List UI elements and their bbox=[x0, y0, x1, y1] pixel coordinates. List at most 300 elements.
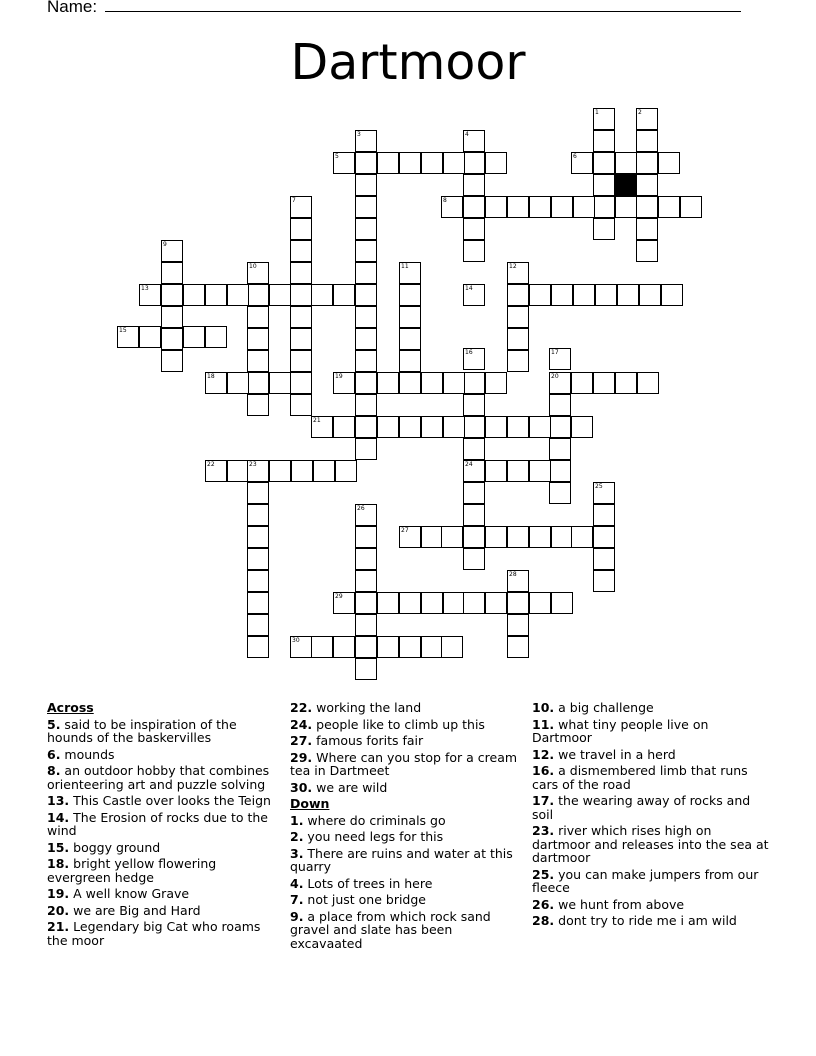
grid-cell[interactable] bbox=[399, 306, 421, 328]
grid-cell[interactable] bbox=[658, 152, 680, 174]
clue-item bbox=[532, 701, 772, 715]
grid-cell[interactable] bbox=[443, 372, 465, 394]
grid-cell[interactable] bbox=[636, 240, 658, 262]
grid-cell[interactable] bbox=[573, 284, 595, 306]
clue-item-number: 12. bbox=[532, 746, 555, 762]
grid-cell[interactable] bbox=[463, 372, 485, 394]
grid-cell[interactable] bbox=[549, 482, 571, 504]
clue-number: 28 bbox=[509, 571, 517, 578]
grid-cell[interactable] bbox=[463, 504, 485, 526]
clue-item-number: 5. bbox=[47, 716, 61, 732]
grid-cell[interactable] bbox=[463, 174, 485, 196]
grid-cell[interactable] bbox=[355, 570, 377, 592]
clue-number: 2 bbox=[638, 109, 642, 116]
clue-item-number: 24. bbox=[290, 716, 313, 732]
grid-cell[interactable] bbox=[463, 240, 485, 262]
grid-cell[interactable] bbox=[290, 372, 312, 394]
grid-cell[interactable] bbox=[355, 196, 377, 218]
down-list-1 bbox=[290, 814, 526, 951]
grid-cell[interactable] bbox=[269, 284, 291, 306]
grid-cell[interactable] bbox=[247, 636, 269, 658]
clue-item-number: 11. bbox=[532, 716, 555, 732]
clue-item-number: 9. bbox=[290, 908, 304, 924]
clue-item bbox=[290, 701, 526, 715]
grid-cell[interactable] bbox=[291, 460, 313, 482]
clue-column-2 bbox=[290, 701, 526, 953]
grid-cell[interactable] bbox=[247, 350, 269, 372]
grid-cell[interactable] bbox=[463, 592, 485, 614]
grid-cell[interactable] bbox=[269, 460, 291, 482]
grid-cell[interactable] bbox=[463, 196, 485, 218]
clue-number: 27 bbox=[401, 527, 409, 534]
grid-cell[interactable] bbox=[247, 570, 269, 592]
grid-cell[interactable] bbox=[377, 636, 399, 658]
grid-cell[interactable] bbox=[290, 306, 312, 328]
grid-cell[interactable] bbox=[247, 328, 269, 350]
grid-cell[interactable] bbox=[290, 284, 312, 306]
grid-cell[interactable] bbox=[485, 196, 507, 218]
grid-cell[interactable] bbox=[529, 416, 551, 438]
name-blank[interactable] bbox=[105, 0, 741, 12]
grid-cell[interactable] bbox=[355, 548, 377, 570]
clue-item-text: Lots of trees in here bbox=[303, 875, 433, 891]
clue-item-number: 28. bbox=[532, 913, 555, 928]
grid-cell[interactable] bbox=[355, 658, 377, 680]
grid-cell[interactable] bbox=[247, 548, 269, 570]
grid-cell[interactable] bbox=[507, 350, 529, 372]
clue-item-text: mounds bbox=[60, 746, 115, 762]
grid-cell[interactable] bbox=[247, 526, 269, 548]
clue-item bbox=[532, 868, 772, 895]
grid-cell[interactable] bbox=[247, 504, 269, 526]
clue-number: 5 bbox=[335, 153, 339, 160]
across-list-1 bbox=[47, 718, 275, 948]
grid-cell[interactable] bbox=[549, 460, 571, 482]
clue-item-text: famous forits fair bbox=[312, 733, 424, 748]
clue-item-text: an outdoor hobby that combines orienteering art and puzzle solving bbox=[47, 763, 270, 792]
clue-item bbox=[532, 914, 772, 928]
clue-number: 29 bbox=[335, 593, 343, 600]
grid-cell[interactable] bbox=[549, 438, 571, 460]
grid-cell[interactable] bbox=[551, 526, 573, 548]
grid-cell[interactable] bbox=[247, 284, 269, 306]
grid-cell[interactable] bbox=[485, 526, 507, 548]
grid-cell[interactable] bbox=[443, 416, 465, 438]
grid-cell[interactable] bbox=[421, 416, 443, 438]
clue-item-text: a place from which rock sand gravel and slate has been excavaated bbox=[290, 908, 491, 951]
grid-cell[interactable] bbox=[593, 570, 615, 592]
grid-cell[interactable] bbox=[355, 284, 377, 306]
grid-cell[interactable] bbox=[355, 262, 377, 284]
grid-cell[interactable] bbox=[161, 284, 183, 306]
grid-cell[interactable] bbox=[551, 284, 573, 306]
clue-item bbox=[47, 857, 275, 884]
clue-number: 4 bbox=[465, 131, 469, 138]
clue-item-text: the wearing away of rocks and soil bbox=[532, 793, 751, 822]
grid-cell[interactable] bbox=[247, 372, 269, 394]
grid-cell[interactable] bbox=[593, 372, 615, 394]
grid-cell[interactable] bbox=[399, 284, 421, 306]
grid-cell[interactable] bbox=[593, 130, 615, 152]
grid-cell[interactable] bbox=[355, 592, 377, 614]
grid-cell[interactable] bbox=[421, 152, 443, 174]
grid-cell[interactable] bbox=[463, 548, 485, 570]
grid-cell[interactable] bbox=[636, 218, 658, 240]
grid-cell[interactable] bbox=[463, 218, 485, 240]
clue-number: 23 bbox=[249, 461, 257, 468]
grid-cell[interactable] bbox=[593, 174, 615, 196]
clue-item-text: A well know Grave bbox=[69, 886, 190, 901]
clue-item bbox=[290, 847, 526, 874]
clue-item-text: river which rises high on dartmoor and releases into the sea at dartmoor bbox=[532, 823, 769, 865]
grid-cell[interactable] bbox=[290, 328, 312, 350]
clue-number: 21 bbox=[313, 417, 321, 424]
grid-cell[interactable] bbox=[463, 416, 485, 438]
grid-cell[interactable] bbox=[636, 174, 658, 196]
grid-cell[interactable] bbox=[290, 218, 312, 240]
grid-cell[interactable] bbox=[549, 416, 571, 438]
grid-cell[interactable] bbox=[463, 152, 485, 174]
grid-cell[interactable] bbox=[658, 196, 680, 218]
grid-cell[interactable] bbox=[161, 306, 183, 328]
grid-cell[interactable] bbox=[161, 262, 183, 284]
grid-cell[interactable] bbox=[507, 636, 529, 658]
grid-cell[interactable] bbox=[227, 284, 249, 306]
grid-cell[interactable] bbox=[463, 438, 485, 460]
grid-cell[interactable] bbox=[593, 152, 615, 174]
clue-item-number: 14. bbox=[47, 809, 70, 825]
clue-number: 26 bbox=[357, 505, 365, 512]
grid-cell[interactable] bbox=[311, 284, 333, 306]
name-line bbox=[47, 0, 741, 17]
across-heading: Across bbox=[47, 700, 94, 715]
grid-cell[interactable] bbox=[617, 284, 639, 306]
clue-item bbox=[532, 718, 772, 745]
grid-cell[interactable] bbox=[441, 526, 463, 548]
grid-cell[interactable] bbox=[593, 526, 615, 548]
grid-cell[interactable] bbox=[571, 416, 593, 438]
grid-cell[interactable] bbox=[355, 394, 377, 416]
grid-cell[interactable] bbox=[593, 504, 615, 526]
grid-cell[interactable] bbox=[507, 328, 529, 350]
grid-cell[interactable] bbox=[593, 196, 615, 218]
clue-item-text: dont try to ride me i am wild bbox=[554, 913, 737, 928]
grid-cell[interactable] bbox=[269, 372, 291, 394]
grid-cell[interactable] bbox=[529, 284, 551, 306]
grid-cell[interactable] bbox=[421, 372, 443, 394]
clue-item bbox=[47, 811, 275, 838]
grid-cell[interactable] bbox=[355, 636, 377, 658]
clue-item bbox=[290, 814, 526, 828]
grid-cell[interactable] bbox=[637, 372, 659, 394]
grid-cell[interactable] bbox=[247, 614, 269, 636]
clue-item-number: 1. bbox=[290, 812, 304, 828]
grid-cell[interactable] bbox=[595, 284, 617, 306]
clue-item-number: 27. bbox=[290, 733, 313, 748]
grid-cell[interactable] bbox=[485, 372, 507, 394]
grid-cell[interactable] bbox=[355, 614, 377, 636]
grid-cell[interactable] bbox=[247, 306, 269, 328]
clue-number: 24 bbox=[465, 461, 473, 468]
clue-item-number: 2. bbox=[290, 829, 304, 844]
grid-cell[interactable] bbox=[463, 482, 485, 504]
grid-cell[interactable] bbox=[377, 152, 399, 174]
grid-cell[interactable] bbox=[399, 636, 421, 658]
grid-cell[interactable] bbox=[355, 152, 377, 174]
across-list-2 bbox=[290, 701, 526, 794]
grid-cell[interactable] bbox=[507, 614, 529, 636]
grid-cell[interactable] bbox=[399, 416, 421, 438]
clue-item bbox=[532, 748, 772, 762]
clue-number: 6 bbox=[573, 153, 577, 160]
clue-item-number: 17. bbox=[532, 793, 555, 808]
clue-item-number: 25. bbox=[532, 866, 555, 882]
grid-cell[interactable] bbox=[355, 306, 377, 328]
clue-item-text: what tiny people live on Dartmoor bbox=[532, 716, 709, 745]
clue-item-text: you need legs for this bbox=[303, 829, 444, 844]
clue-number: 15 bbox=[119, 327, 127, 334]
grid-cell[interactable] bbox=[205, 284, 227, 306]
grid-cell[interactable] bbox=[421, 636, 443, 658]
clue-item-text: There are ruins and water at this quarry bbox=[290, 845, 513, 874]
grid-cell[interactable] bbox=[443, 152, 465, 174]
clue-number: 20 bbox=[551, 373, 559, 380]
clue-item bbox=[290, 893, 526, 907]
clue-item-number: 22. bbox=[290, 700, 313, 715]
clue-item bbox=[47, 718, 275, 745]
grid-cell[interactable] bbox=[485, 460, 507, 482]
grid-cell[interactable] bbox=[355, 174, 377, 196]
clue-item bbox=[532, 898, 772, 912]
clue-item-number: 7. bbox=[290, 892, 304, 907]
clue-item-number: 18. bbox=[47, 856, 70, 871]
clue-number: 10 bbox=[249, 263, 257, 270]
page-title: Dartmoor bbox=[290, 34, 526, 91]
clue-item-number: 10. bbox=[532, 700, 555, 715]
grid-cell[interactable] bbox=[161, 350, 183, 372]
clue-item-number: 30. bbox=[290, 779, 313, 795]
clue-item-text: where do criminals go bbox=[303, 812, 446, 828]
clue-item bbox=[532, 764, 772, 791]
grid-cell[interactable] bbox=[333, 636, 355, 658]
clue-item bbox=[290, 877, 526, 891]
grid-cell[interactable] bbox=[636, 152, 658, 174]
clue-number: 19 bbox=[335, 373, 343, 380]
grid-cell[interactable] bbox=[227, 372, 249, 394]
grid-cell[interactable] bbox=[615, 196, 637, 218]
grid-cell[interactable] bbox=[507, 196, 529, 218]
grid-cell[interactable] bbox=[529, 196, 551, 218]
grid-cell[interactable] bbox=[507, 526, 529, 548]
grid-cell[interactable] bbox=[529, 526, 551, 548]
clue-item-text: The Erosion of rocks due to the wind bbox=[47, 809, 268, 838]
clue-item-text: we are Big and Hard bbox=[69, 902, 201, 918]
clue-item-text: we travel in a herd bbox=[554, 746, 676, 762]
clue-item-text: we hunt from above bbox=[554, 896, 685, 912]
clue-number: 8 bbox=[443, 197, 447, 204]
grid-cell[interactable] bbox=[507, 306, 529, 328]
grid-cell[interactable] bbox=[485, 592, 507, 614]
grid-cell[interactable] bbox=[507, 284, 529, 306]
clue-number: 25 bbox=[595, 483, 603, 490]
grid-cell[interactable] bbox=[507, 592, 529, 614]
clue-number: 14 bbox=[465, 285, 473, 292]
grid-cell[interactable] bbox=[247, 394, 269, 416]
grid-cell[interactable] bbox=[183, 284, 205, 306]
clue-item bbox=[47, 764, 275, 791]
clue-column-1 bbox=[47, 701, 275, 950]
clue-number: 30 bbox=[292, 637, 300, 644]
grid-cell[interactable] bbox=[593, 548, 615, 570]
grid-cell[interactable] bbox=[639, 284, 661, 306]
grid-cell[interactable] bbox=[551, 196, 573, 218]
grid-cell[interactable] bbox=[485, 416, 507, 438]
name-label: Name: bbox=[47, 0, 102, 16]
clue-item bbox=[532, 824, 772, 865]
down-list-2 bbox=[532, 701, 772, 928]
clue-item bbox=[47, 794, 275, 808]
grid-cell[interactable] bbox=[421, 526, 443, 548]
grid-cell[interactable] bbox=[571, 526, 593, 548]
clue-number: 11 bbox=[401, 263, 409, 270]
grid-cell[interactable] bbox=[661, 284, 683, 306]
clue-number: 22 bbox=[207, 461, 215, 468]
grid-cell[interactable] bbox=[290, 240, 312, 262]
grid-cell[interactable] bbox=[355, 240, 377, 262]
clue-item-number: 3. bbox=[290, 845, 304, 861]
clue-item bbox=[47, 920, 275, 947]
grid-cell[interactable] bbox=[355, 526, 377, 548]
grid-cell[interactable] bbox=[399, 350, 421, 372]
down-heading: Down bbox=[290, 796, 330, 811]
clue-item bbox=[290, 751, 526, 778]
grid-cell[interactable] bbox=[355, 416, 377, 438]
clue-number: 1 bbox=[595, 109, 599, 116]
grid-cell[interactable] bbox=[593, 218, 615, 240]
grid-cell[interactable] bbox=[205, 326, 227, 348]
grid-cell[interactable] bbox=[529, 592, 551, 614]
clue-item bbox=[290, 734, 526, 748]
clue-column-3 bbox=[532, 701, 772, 931]
grid-cell[interactable] bbox=[313, 460, 335, 482]
clue-item-number: 20. bbox=[47, 902, 70, 918]
clue-item bbox=[290, 910, 526, 951]
grid-cell[interactable] bbox=[227, 460, 249, 482]
grid-cell[interactable] bbox=[139, 326, 161, 348]
grid-cell[interactable] bbox=[399, 152, 421, 174]
clue-item-text: Legendary big Cat who roams the moor bbox=[47, 919, 261, 948]
clue-item-number: 16. bbox=[532, 763, 555, 778]
grid-cell[interactable] bbox=[335, 460, 357, 482]
clue-item bbox=[47, 887, 275, 901]
grid-cell[interactable] bbox=[161, 328, 183, 350]
grid-cell[interactable] bbox=[290, 350, 312, 372]
clue-item bbox=[290, 781, 526, 795]
clue-item bbox=[47, 841, 275, 855]
clue-item-text: a dismembered limb that runs cars of the road bbox=[532, 763, 748, 792]
grid-cell[interactable] bbox=[399, 592, 421, 614]
grid-cell[interactable] bbox=[355, 438, 377, 460]
grid-cell[interactable] bbox=[290, 394, 312, 416]
grid-cell[interactable] bbox=[377, 592, 399, 614]
grid-cell[interactable] bbox=[573, 196, 595, 218]
grid-cell[interactable] bbox=[485, 152, 507, 174]
grid-cell[interactable] bbox=[636, 130, 658, 152]
grid-cell[interactable] bbox=[377, 416, 399, 438]
clue-number: 18 bbox=[207, 373, 215, 380]
clue-item-text: This Castle over looks the Teign bbox=[69, 793, 271, 808]
clue-item bbox=[290, 718, 526, 732]
clue-item-text: not just one bridge bbox=[303, 892, 426, 907]
grid-cell[interactable] bbox=[680, 196, 702, 218]
grid-cell[interactable] bbox=[549, 394, 571, 416]
grid-cell[interactable] bbox=[441, 636, 463, 658]
clue-item bbox=[290, 830, 526, 844]
clue-item-number: 13. bbox=[47, 793, 70, 808]
grid-cell[interactable] bbox=[399, 372, 421, 394]
grid-cell[interactable] bbox=[551, 592, 573, 614]
clue-item-number: 8. bbox=[47, 763, 61, 778]
clue-item bbox=[47, 904, 275, 918]
clue-item-number: 4. bbox=[290, 875, 304, 891]
grid-cell[interactable] bbox=[421, 592, 443, 614]
grid-cell[interactable] bbox=[507, 460, 529, 482]
grid-block bbox=[615, 174, 637, 196]
grid-cell[interactable] bbox=[333, 416, 355, 438]
clue-item-text: boggy ground bbox=[69, 839, 161, 855]
clue-item-text: people like to climb up this bbox=[312, 716, 485, 732]
grid-cell[interactable] bbox=[290, 262, 312, 284]
clue-item-number: 19. bbox=[47, 886, 70, 901]
grid-cell[interactable] bbox=[311, 636, 333, 658]
clue-item-text: Where can you stop for a cream tea in Dartmeet bbox=[290, 749, 518, 778]
clue-item-text: said to be inspiration of the hounds of the baskervilles bbox=[47, 716, 237, 745]
clue-item-text: a big challenge bbox=[554, 700, 654, 715]
clue-number: 3 bbox=[357, 131, 361, 138]
grid-cell[interactable] bbox=[463, 394, 485, 416]
grid-cell[interactable] bbox=[507, 416, 529, 438]
clue-item-number: 6. bbox=[47, 746, 61, 762]
clue-item-number: 23. bbox=[532, 823, 555, 838]
grid-cell[interactable] bbox=[615, 152, 637, 174]
grid-cell[interactable] bbox=[443, 592, 465, 614]
grid-cell[interactable] bbox=[355, 328, 377, 350]
grid-cell[interactable] bbox=[463, 526, 485, 548]
grid-cell[interactable] bbox=[183, 326, 205, 348]
grid-cell[interactable] bbox=[333, 284, 355, 306]
clue-number: 16 bbox=[465, 349, 473, 356]
grid-cell[interactable] bbox=[247, 482, 269, 504]
grid-cell[interactable] bbox=[636, 196, 658, 218]
grid-cell[interactable] bbox=[615, 372, 637, 394]
grid-cell[interactable] bbox=[377, 372, 399, 394]
grid-cell[interactable] bbox=[355, 218, 377, 240]
grid-cell[interactable] bbox=[247, 592, 269, 614]
grid-cell[interactable] bbox=[355, 372, 377, 394]
clue-item-text: you can make jumpers from our fleece bbox=[532, 866, 759, 895]
grid-cell[interactable] bbox=[399, 328, 421, 350]
grid-cell[interactable] bbox=[571, 372, 593, 394]
clue-number: 17 bbox=[551, 349, 559, 356]
clue-number: 9 bbox=[163, 241, 167, 248]
clue-number: 7 bbox=[292, 197, 296, 204]
grid-cell[interactable] bbox=[529, 460, 551, 482]
clue-item-number: 29. bbox=[290, 749, 313, 765]
clue-item-number: 15. bbox=[47, 839, 70, 855]
clue-item bbox=[47, 748, 275, 762]
grid-cell[interactable] bbox=[355, 350, 377, 372]
clue-item-text: working the land bbox=[312, 700, 422, 715]
